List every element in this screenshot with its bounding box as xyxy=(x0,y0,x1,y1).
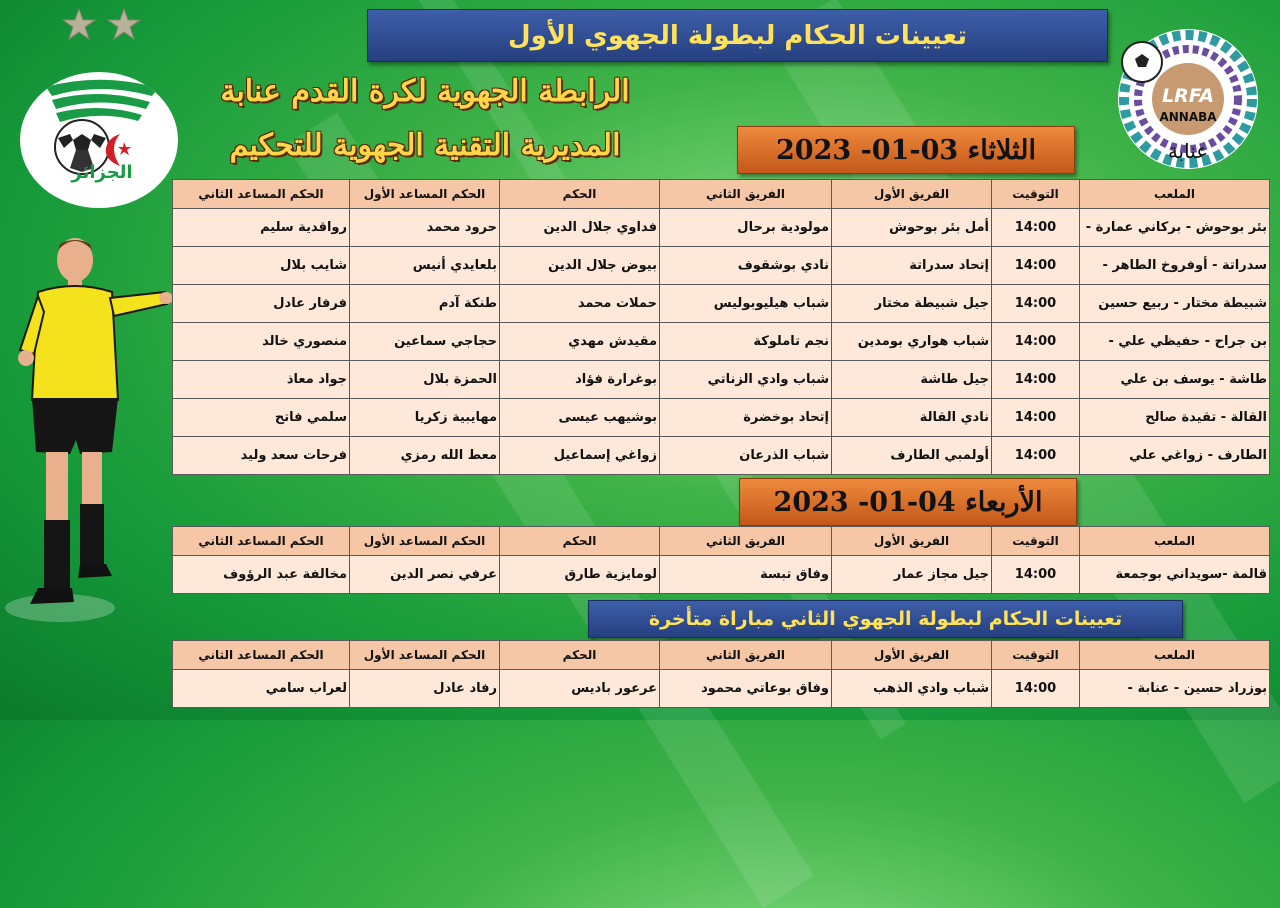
table-cell: رفاد عادل xyxy=(350,670,500,708)
table-cell: نادي القالة xyxy=(832,399,992,437)
table-cell: 14:00 xyxy=(992,209,1080,247)
table-cell: شباب وادي الذهب xyxy=(832,670,992,708)
table-cell: مهايبية زكريا xyxy=(350,399,500,437)
column-header: الملعب xyxy=(1080,180,1270,209)
table-cell: حملات محمد xyxy=(500,285,660,323)
column-header: الحكم xyxy=(500,180,660,209)
table-row xyxy=(173,209,1270,247)
table-cell: بلعايدي أنيس xyxy=(350,247,500,285)
day1-date: الثلاثاء 03-01- 2023 xyxy=(776,134,1036,166)
table-cell: 14:00 xyxy=(992,556,1080,594)
table-row xyxy=(173,556,1270,594)
table-cell: مقيدش مهدي xyxy=(500,323,660,361)
column-header: الفريق الأول xyxy=(832,180,992,209)
table-cell: بوغرارة فؤاد xyxy=(500,361,660,399)
table-cell: إتحاد سدراتة xyxy=(832,247,992,285)
table-cell: 14:00 xyxy=(992,247,1080,285)
table-cell: شبيطة مختار - ربيع حسين xyxy=(1080,285,1270,323)
table-row xyxy=(173,323,1270,361)
table-cell: عرفي نصر الدين xyxy=(350,556,500,594)
column-header: الملعب xyxy=(1080,641,1270,670)
section2-rows xyxy=(173,670,1270,708)
table-cell: 14:00 xyxy=(992,323,1080,361)
table-cell: 14:00 xyxy=(992,437,1080,475)
table-row xyxy=(173,670,1270,708)
table-header-row xyxy=(173,180,1270,209)
column-header: الفريق الثاني xyxy=(660,180,832,209)
main-title-banner xyxy=(367,9,1108,62)
table-cell: بئر بوحوش - بركاني عمارة - xyxy=(1080,209,1270,247)
table-row xyxy=(173,399,1270,437)
table-cell: حرود محمد xyxy=(350,209,500,247)
table-cell: أولمبي الطارف xyxy=(832,437,992,475)
table-cell: بوزراد حسين - عنابة - xyxy=(1080,670,1270,708)
faf-emblem-icon xyxy=(20,72,178,208)
lrfa-city-ar: عنابة xyxy=(1167,139,1209,163)
table-cell: وفاق تبسة xyxy=(660,556,832,594)
column-header: التوقيت xyxy=(992,527,1080,556)
table-cell: القالة - تقيدة صالح xyxy=(1080,399,1270,437)
column-header: الحكم المساعد الأول xyxy=(350,641,500,670)
directorate-name: المديرية التقنية الجهوية للتحكيم xyxy=(229,128,621,163)
lrfa-city: ANNABA xyxy=(1159,110,1217,124)
faf-logo xyxy=(20,72,178,208)
column-header: الحكم المساعد الثاني xyxy=(173,527,350,556)
day1-rows xyxy=(173,209,1270,475)
column-header: الفريق الثاني xyxy=(660,641,832,670)
table-cell: جيل شبيطة مختار xyxy=(832,285,992,323)
table-cell: شباب وادي الزناتي xyxy=(660,361,832,399)
table-header-row xyxy=(173,527,1270,556)
table-cell: إتحاد بوخضرة xyxy=(660,399,832,437)
lrfa-logo xyxy=(1108,24,1264,174)
table-cell: سدراتة - أوفروخ الطاهر - xyxy=(1080,247,1270,285)
table-cell: لعراب سامي xyxy=(173,670,350,708)
table-cell: أمل بئر بوحوش xyxy=(832,209,992,247)
table-cell: رواقدية سليم xyxy=(173,209,350,247)
column-header: الحكم xyxy=(500,641,660,670)
table-cell: مولودية برحال xyxy=(660,209,832,247)
table-cell: شباب هيليوبوليس xyxy=(660,285,832,323)
column-header: الحكم xyxy=(500,527,660,556)
table-cell: 14:00 xyxy=(992,670,1080,708)
table-cell: مخالفة عبد الرؤوف xyxy=(173,556,350,594)
table-cell: زواغي إسماعيل xyxy=(500,437,660,475)
table-header-row xyxy=(173,641,1270,670)
table-cell: لومايزية طارق xyxy=(500,556,660,594)
column-header: الحكم المساعد الأول xyxy=(350,527,500,556)
table-cell: بوشيهب عيسى xyxy=(500,399,660,437)
table-cell: طنكة آدم xyxy=(350,285,500,323)
table-cell: فرحات سعد وليد xyxy=(173,437,350,475)
column-header: الملعب xyxy=(1080,527,1270,556)
table-cell: جيل مجاز عمار xyxy=(832,556,992,594)
lrfa-abbr: LRFA xyxy=(1162,85,1214,107)
table-cell: شباب الذرعان xyxy=(660,437,832,475)
day2-date-banner xyxy=(739,478,1077,526)
day2-rows xyxy=(173,556,1270,594)
column-header: الحكم المساعد الثاني xyxy=(173,180,350,209)
section2-title-banner xyxy=(588,600,1183,638)
table-cell: جيل طاشة xyxy=(832,361,992,399)
table-cell: فرفار عادل xyxy=(173,285,350,323)
column-header: الفريق الأول xyxy=(832,527,992,556)
day2-table xyxy=(172,526,1270,594)
day2-date: الأربعاء 04-01- 2023 xyxy=(773,486,1043,518)
table-cell: طاشة - يوسف بن علي xyxy=(1080,361,1270,399)
table-cell: عرعور باديس xyxy=(500,670,660,708)
column-header: الفريق الأول xyxy=(832,641,992,670)
table-row xyxy=(173,437,1270,475)
table-cell: الطارف - زواغي علي xyxy=(1080,437,1270,475)
table-cell: 14:00 xyxy=(992,285,1080,323)
table-cell: نجم تاملوكة xyxy=(660,323,832,361)
column-header: التوقيت xyxy=(992,641,1080,670)
table-row xyxy=(173,285,1270,323)
table-cell: شايب بلال xyxy=(173,247,350,285)
day1-table xyxy=(172,179,1270,475)
table-row xyxy=(173,247,1270,285)
column-header: الحكم المساعد الثاني xyxy=(173,641,350,670)
table-cell: جواد معاذ xyxy=(173,361,350,399)
table-cell: سلمي فاتح xyxy=(173,399,350,437)
table-cell: حجاجي سماعين xyxy=(350,323,500,361)
table-cell: وفاق بوعاتي محمود xyxy=(660,670,832,708)
lrfa-emblem-icon xyxy=(1108,24,1264,174)
table-cell: منصوري خالد xyxy=(173,323,350,361)
section2-title: تعيينات الحكام لبطولة الجهوي الثاني مباراة متأخرة xyxy=(648,608,1123,630)
table-cell: معط الله رمزي xyxy=(350,437,500,475)
table-cell: شباب هواري بومدين xyxy=(832,323,992,361)
league-name: الرابطة الجهوية لكرة القدم عنابة xyxy=(220,74,630,109)
table-cell: بيوض جلال الدين xyxy=(500,247,660,285)
table-cell: الحمزة بلال xyxy=(350,361,500,399)
column-header: التوقيت xyxy=(992,180,1080,209)
column-header: الحكم المساعد الأول xyxy=(350,180,500,209)
table-cell: 14:00 xyxy=(992,399,1080,437)
day1-date-banner xyxy=(737,126,1075,174)
star-icon xyxy=(62,8,96,46)
referee-illustration xyxy=(0,230,172,720)
table-cell: 14:00 xyxy=(992,361,1080,399)
table-cell: بن جراح - حفيظي علي - xyxy=(1080,323,1270,361)
section2-table xyxy=(172,640,1270,708)
table-cell: قالمة -سويداني بوجمعة xyxy=(1080,556,1270,594)
main-title: تعيينات الحكام لبطولة الجهوي الأول xyxy=(508,20,967,51)
table-row xyxy=(173,361,1270,399)
column-header: الفريق الثاني xyxy=(660,527,832,556)
table-cell: فداوي جلال الدين xyxy=(500,209,660,247)
faf-logo-text: الجزائر xyxy=(71,162,133,183)
star-icon xyxy=(107,8,141,46)
table-cell: نادي بوشقوف xyxy=(660,247,832,285)
